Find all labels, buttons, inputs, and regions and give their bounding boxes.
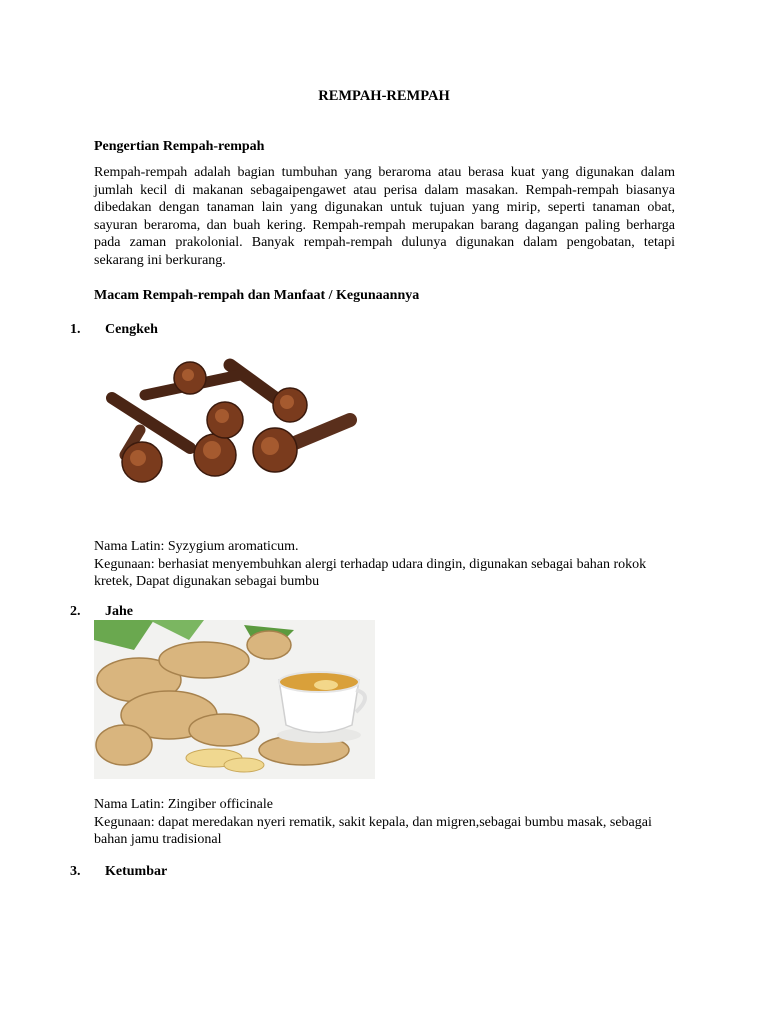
section-heading: Macam Rempah-rempah dan Manfaat / Kegunaannya [94, 288, 420, 303]
ginger-image [94, 620, 375, 779]
latin-name: Nama Latin: Syzygium aromaticum. [94, 539, 299, 554]
usage-text: Kegunaan: dapat meredakan nyeri rematik, sakit kepala, dan migren,sebagai bumbu masak, sebagai bahan jamu tradisional [94, 814, 652, 847]
intro-heading: Pengertian Rempah-rempah [94, 139, 265, 154]
item-title-ketumbar: Ketumbar [105, 864, 168, 879]
latin-name: Nama Latin: Zingiber officinale [94, 797, 273, 812]
item-info-cengkeh [94, 538, 684, 591]
page-title: REMPAH-REMPAH [318, 88, 450, 104]
item-number-2: 2. [70, 604, 81, 619]
item-title-cengkeh: Cengkeh [105, 322, 158, 337]
item-number-1: 1. [70, 322, 81, 337]
usage-text: Kegunaan: berhasiat menyembuhkan alergi terhadap udara dingin, digunakan sebagai bahan rokok kretek, Dapat digunakan sebagai bumbu [94, 556, 647, 589]
item-info-jahe [94, 796, 684, 849]
item-number-3: 3. [70, 864, 81, 879]
intro-paragraph: Rempah-rempah adalah bagian tumbuhan yang beraroma atau berasa kuat yang digunakan dalam jumlah kecil di makanan sebagaipengawet atau perisa dalam masakan. Rempah-rempah biasanya dibedakan dengan tanaman lain yang digunakan untuk tujuan yang mirip, seperti tanaman obat, sayuran beraroma, dan buah kering. Rempah-rempah merupakan barang dagangan paling berharga pada zaman prakolonial. Banyak rempah-rempah dulunya digunakan dalam pengobatan, tetapi sekarang ini berkurang. [94, 165, 675, 268]
item-title-jahe: Jahe [105, 604, 133, 619]
clove-image [100, 350, 360, 490]
